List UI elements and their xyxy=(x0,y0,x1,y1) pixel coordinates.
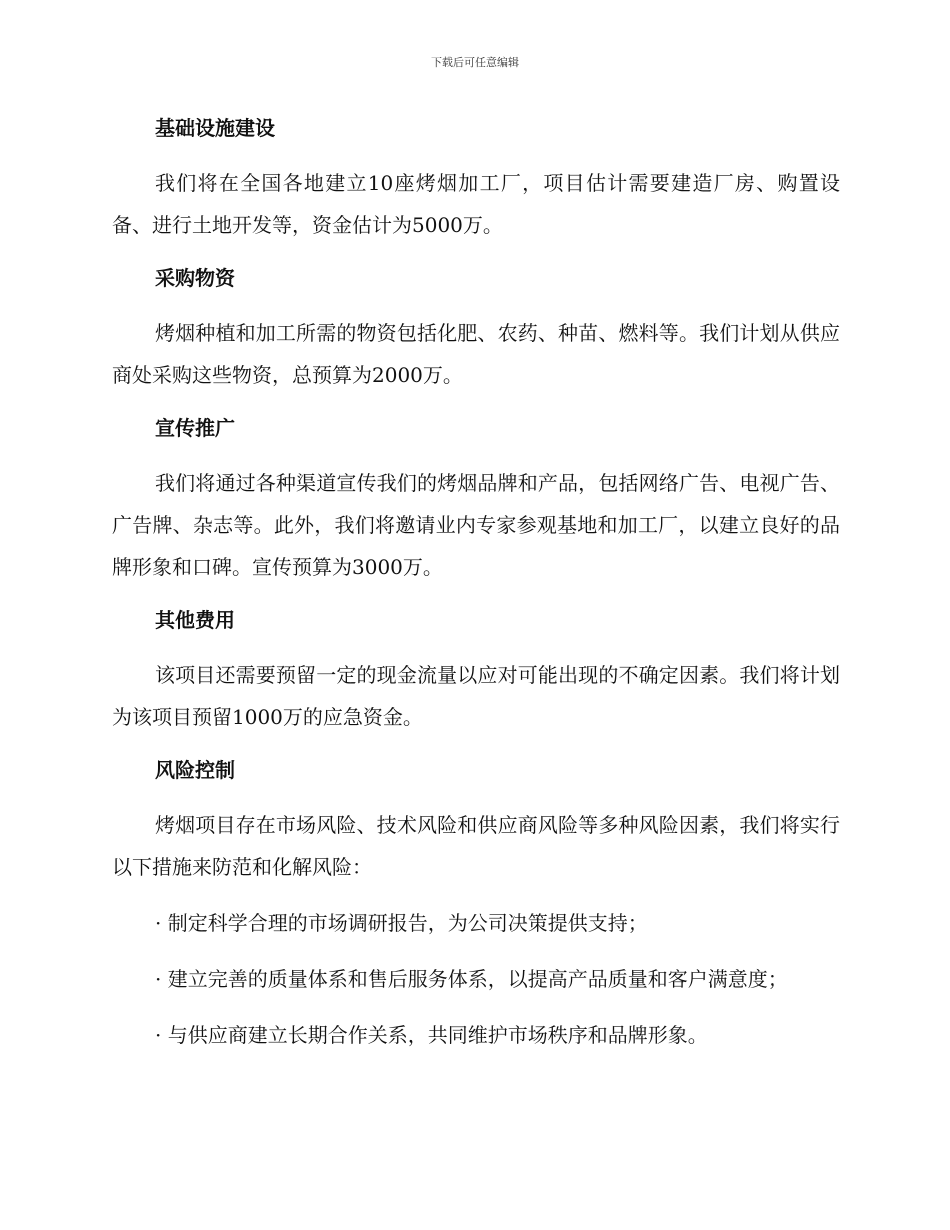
document-body xyxy=(112,110,840,1070)
bullet-item: · 制定科学合理的市场调研报告，为公司决策提供支持； xyxy=(155,911,648,935)
bullet-item: · 建立完善的质量体系和售后服务体系，以提高产品质量和客户满意度； xyxy=(155,967,788,991)
section-infrastructure xyxy=(112,110,840,246)
section-paragraph: 我们将通过各种渠道宣传我们的烤烟品牌和产品，包括网络广告、电视广告、广告牌、杂志等。此外，我们将邀请业内专家参观基地和加工厂，以建立良好的品牌形象和口碑。宣传预算为3000万。 xyxy=(112,471,840,579)
section-heading: 采购物资 xyxy=(155,266,235,290)
section-promotion xyxy=(112,410,840,588)
section-heading: 宣传推广 xyxy=(155,416,235,440)
section-paragraph: 烤烟种植和加工所需的物资包括化肥、农药、种苗、燃料等。我们计划从供应商处采购这些物资，总预算为2000万。 xyxy=(112,321,840,387)
section-heading: 风险控制 xyxy=(155,758,235,782)
bullet-item: · 与供应商建立长期合作关系，共同维护市场秩序和品牌形象。 xyxy=(155,1023,708,1047)
section-risk-control xyxy=(112,752,840,1056)
section-heading: 基础设施建设 xyxy=(155,116,275,140)
section-paragraph: 烤烟项目存在市场风险、技术风险和供应商风险等多种风险因素，我们将实行以下措施来防范和化解风险： xyxy=(112,813,840,879)
section-procurement xyxy=(112,260,840,396)
section-heading: 其他费用 xyxy=(155,608,235,632)
section-paragraph: 该项目还需要预留一定的现金流量以应对可能出现的不确定因素。我们将计划为该项目预留1000万的应急资金。 xyxy=(112,663,840,729)
section-other-costs xyxy=(112,602,840,738)
header-note: 下载后可任意编辑 xyxy=(431,56,519,69)
section-paragraph: 我们将在全国各地建立10座烤烟加工厂，项目估计需要建造厂房、购置设备、进行土地开发等，资金估计为5000万。 xyxy=(112,171,840,237)
